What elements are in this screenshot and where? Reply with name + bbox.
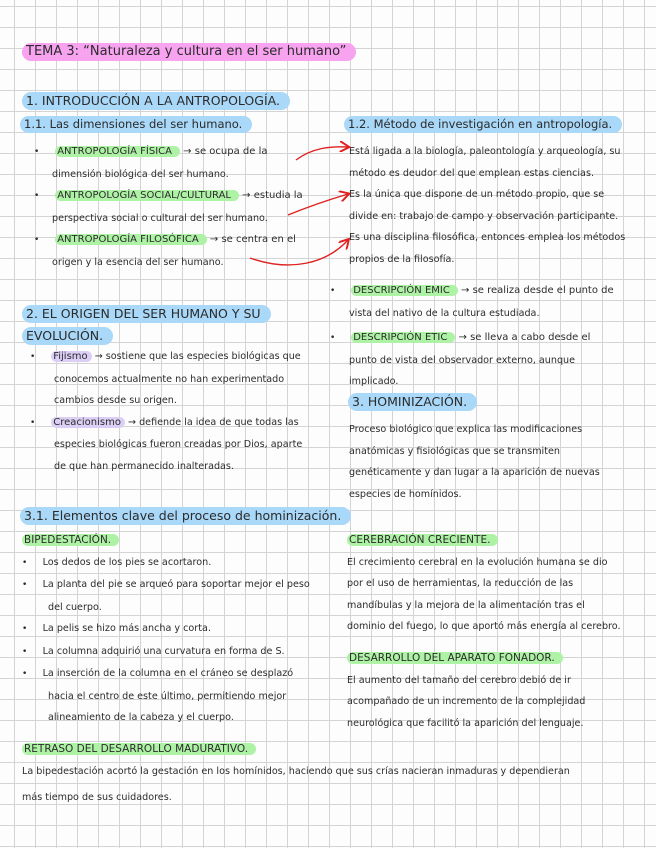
title-text: TEMA 3: “Naturaleza y cultura en el ser humano” <box>22 43 356 61</box>
list-item: • Creacionismo → defiende la idea de que todas las <box>30 416 299 428</box>
section-2-heading: 2. EL ORIGEN DEL SER HUMANO Y SU EVOLUCIÓN. <box>22 303 271 347</box>
text-line: genéticamente y dan lugar a la aparición de nuevas <box>349 467 600 478</box>
list-item-continuation: especies biológicas fueron creadas por Dios, aparte <box>54 439 303 450</box>
text-line: neurológica que facilitó la aparición del lenguaje. <box>347 717 584 729</box>
term-highlight: ANTROPOLOGÍA FILOSÓFICA <box>55 234 206 245</box>
section-3-1-heading: 3.1. Elementos clave del proceso de hominización. <box>20 508 351 523</box>
bullet: • <box>30 417 36 428</box>
text-line: El crecimiento cerebral en la evolución humana se dio <box>347 556 608 568</box>
term-highlight: DESCRIPCIÓN EMIC <box>351 285 458 296</box>
block-title: CEREBRACIÓN CRECIENTE. <box>347 534 498 546</box>
etic-item: • DESCRIPCIÓN ETIC → se lleva a cabo desde el punto de vista del observador externo, aunque implicado. <box>330 327 590 393</box>
bullet: • <box>34 191 40 201</box>
list-item-continuation: conocemos actualmente no han experimentado <box>54 373 285 385</box>
list-item: • La planta del pie se arqueó para soportar mejor el peso <box>22 579 310 590</box>
text-line: propios de la filosofía. <box>349 253 455 265</box>
text-line: Está ligada a la biología, paleontología y arqueología, su <box>349 146 621 157</box>
bullet: • <box>330 333 336 343</box>
list-item: • ANTROPOLOGÍA SOCIAL/CULTURAL → estudia la <box>34 190 303 201</box>
text-line: más tiempo de sus cuidadores. <box>22 792 172 803</box>
list-item: • Los dedos de los pies se acortaron. <box>22 556 212 568</box>
text-line: La bipedestación acortó la gestación en los homínidos, haciendo que sus crías nacieran inmaduras y dependieran <box>22 765 570 777</box>
term-highlight: Fijismo <box>51 351 91 362</box>
term-highlight: ANTROPOLOGÍA FÍSICA <box>55 146 180 157</box>
list-item: • La pelis se hizo más ancha y corta. <box>22 623 211 634</box>
list-item-continuation: vista del nativo de la cultura estudiada. <box>349 307 540 319</box>
text-line: especies de homínidos. <box>349 488 462 500</box>
list-item-continuation: de que han permanecido inalteradas. <box>54 460 234 472</box>
arrow-fisica-to-biologia <box>296 147 348 160</box>
list-item: • La columna adquirió una curvatura en forma de S. <box>22 645 285 657</box>
list-item: • Fijismo → sostiene que las especies biológicas que <box>30 351 301 362</box>
list-item-continuation: perspectiva social o cultural del ser humano. <box>52 212 268 224</box>
list-item-continuation: origen y la esencia del ser humano. <box>52 256 224 268</box>
list-item: • ANTROPOLOGÍA FÍSICA → se ocupa de la <box>34 146 268 157</box>
text-line: anatómicas y fisiológicas que se transmiten <box>349 445 560 457</box>
term-highlight: ANTROPOLOGÍA SOCIAL/CULTURAL <box>55 190 239 201</box>
list-item-continuation: punto de vista del observador externo, aunque <box>349 354 576 366</box>
block-title: DESARROLLO DEL APARATO FONADOR. <box>347 652 563 664</box>
text-line: Es una disciplina filosófica, entonces emplea los métodos <box>349 232 626 243</box>
text-line: método es deudor del que emplean estas ciencias. <box>349 167 594 179</box>
text-line: dominio del fuego, lo que aportó más energía al cerebro. <box>347 621 621 632</box>
arrow-social-to-metodo <box>288 194 348 215</box>
term-highlight: DESCRIPCIÓN ETIC <box>351 332 455 343</box>
bullet: • <box>330 286 336 296</box>
list-item-continuation: del cuerpo. <box>48 601 102 613</box>
text-line: acompañado de un incremento de la complejidad <box>347 696 586 707</box>
arrow-filosofica-to-filosofia <box>250 240 348 265</box>
subsection-1-1-heading: 1.1. Las dimensiones del ser humano. <box>20 117 252 131</box>
list-item-continuation: hacia el centro de este último, permitiendo mejor <box>48 690 287 702</box>
text-line: Proceso biológico que explica las modificaciones <box>349 424 583 435</box>
section-1-heading: 1. INTRODUCCIÓN A LA ANTROPOLOGÍA. <box>22 93 290 108</box>
bullet: • <box>34 147 40 157</box>
bullet: • <box>34 235 40 245</box>
text-line: mandíbulas y la mejora de la alimentación tras el <box>347 599 585 611</box>
text-line: por el uso de herramientas, la reducción de las <box>347 578 574 589</box>
term-highlight: Creacionismo <box>51 417 125 428</box>
emic-item: • DESCRIPCIÓN EMIC → se realiza desde el punto de vista del nativo de la cultura estudiada. <box>330 280 614 324</box>
block-title: BIPEDESTACIÓN. <box>22 534 119 546</box>
text-line: divide en: trabajo de campo y observación participante. <box>349 210 619 222</box>
list-item-continuation: implicado. <box>349 376 399 387</box>
text-line: Es la única que dispone de un método propio, que se <box>349 189 605 200</box>
text-line: El aumento del tamaño del cerebro debió de ir <box>347 674 571 686</box>
bullet: • <box>30 352 36 362</box>
list-item-continuation: alineamiento de la cabeza y el cuerpo. <box>48 712 234 723</box>
list-item: • La inserción de la columna en el cráneo se desplazó <box>22 668 294 679</box>
block-title: RETRASO DEL DESARROLLO MADURATIVO. <box>22 743 256 755</box>
section-3-heading: 3. HOMINIZACIÓN. <box>348 394 477 409</box>
subsection-1-2-heading: 1.2. Método de investigación en antropología. <box>344 117 622 131</box>
list-item-continuation: cambios desde su origen. <box>54 395 177 406</box>
list-item: • ANTROPOLOGÍA FILOSÓFICA → se centra en el <box>34 234 296 245</box>
list-item-continuation: dimensión biológica del ser humano. <box>52 168 229 180</box>
